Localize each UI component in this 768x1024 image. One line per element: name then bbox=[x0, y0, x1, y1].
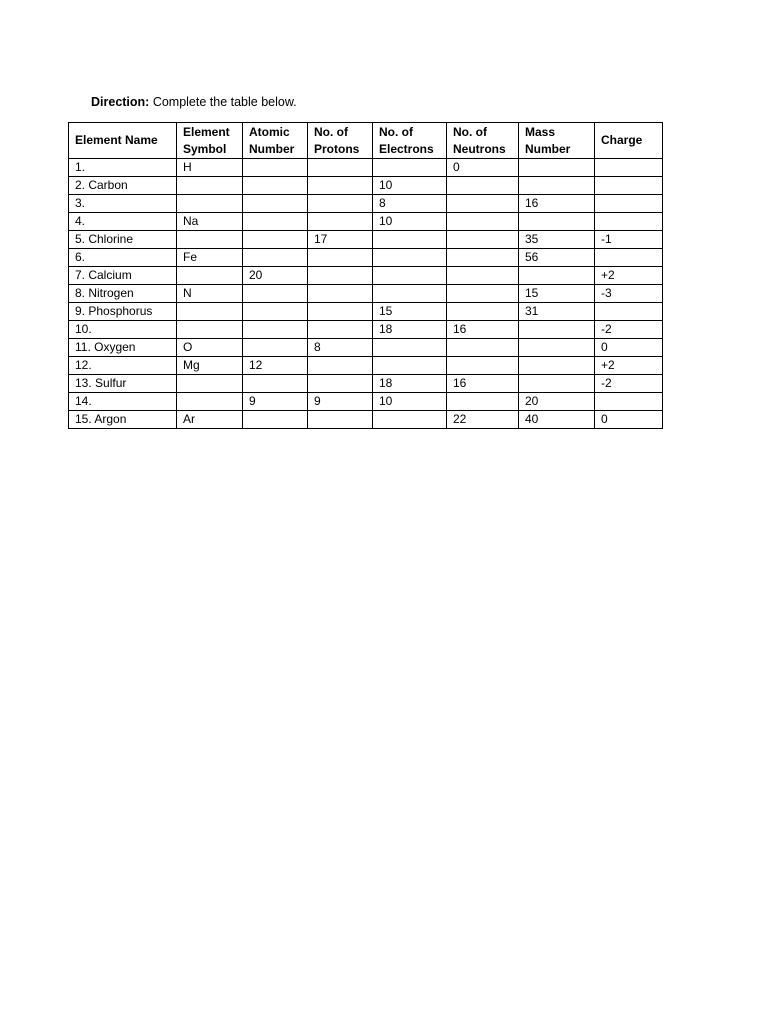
cell-neutrons[interactable]: 0 bbox=[447, 159, 519, 177]
cell-neutrons[interactable] bbox=[447, 267, 519, 285]
cell-neutrons[interactable] bbox=[447, 231, 519, 249]
cell-protons[interactable] bbox=[308, 213, 373, 231]
cell-charge[interactable] bbox=[595, 159, 663, 177]
cell-atomic-number[interactable]: 9 bbox=[243, 393, 308, 411]
cell-protons[interactable] bbox=[308, 177, 373, 195]
cell-element-name[interactable]: 14. bbox=[69, 393, 177, 411]
cell-electrons[interactable] bbox=[373, 249, 447, 267]
cell-element-name[interactable]: 3. bbox=[69, 195, 177, 213]
cell-protons[interactable]: 9 bbox=[308, 393, 373, 411]
cell-element-symbol[interactable] bbox=[177, 393, 243, 411]
table-row bbox=[69, 249, 663, 267]
cell-neutrons[interactable] bbox=[447, 213, 519, 231]
cell-atomic-number[interactable] bbox=[243, 213, 308, 231]
cell-charge[interactable] bbox=[595, 195, 663, 213]
table-row bbox=[69, 411, 663, 429]
cell-mass-number[interactable] bbox=[519, 267, 595, 285]
cell-element-symbol[interactable]: N bbox=[177, 285, 243, 303]
header-element-name: Element Name bbox=[69, 123, 177, 159]
cell-mass-number[interactable] bbox=[519, 177, 595, 195]
cell-electrons[interactable]: 18 bbox=[373, 321, 447, 339]
cell-atomic-number[interactable]: 12 bbox=[243, 357, 308, 375]
table-header-row bbox=[69, 123, 663, 159]
table-row bbox=[69, 195, 663, 213]
cell-element-symbol[interactable] bbox=[177, 321, 243, 339]
cell-atomic-number[interactable] bbox=[243, 177, 308, 195]
table-row bbox=[69, 267, 663, 285]
direction-text bbox=[91, 94, 297, 110]
header-charge: Charge bbox=[595, 123, 663, 159]
cell-element-name[interactable]: 5. Chlorine bbox=[69, 231, 177, 249]
cell-charge[interactable] bbox=[595, 303, 663, 321]
cell-neutrons[interactable] bbox=[447, 393, 519, 411]
cell-neutrons[interactable]: 22 bbox=[447, 411, 519, 429]
table-row bbox=[69, 213, 663, 231]
cell-element-name[interactable]: 11. Oxygen bbox=[69, 339, 177, 357]
cell-charge[interactable] bbox=[595, 177, 663, 195]
cell-mass-number[interactable]: 35 bbox=[519, 231, 595, 249]
cell-mass-number[interactable]: 40 bbox=[519, 411, 595, 429]
cell-element-symbol[interactable] bbox=[177, 375, 243, 393]
cell-element-symbol[interactable]: H bbox=[177, 159, 243, 177]
cell-protons[interactable] bbox=[308, 267, 373, 285]
table-row bbox=[69, 357, 663, 375]
cell-neutrons[interactable] bbox=[447, 195, 519, 213]
cell-mass-number[interactable] bbox=[519, 213, 595, 231]
cell-electrons[interactable] bbox=[373, 339, 447, 357]
cell-mass-number[interactable] bbox=[519, 357, 595, 375]
cell-charge[interactable] bbox=[595, 393, 663, 411]
cell-protons[interactable] bbox=[308, 303, 373, 321]
cell-atomic-number[interactable] bbox=[243, 285, 308, 303]
atomic-structure-table bbox=[68, 122, 663, 429]
direction-instruction: Complete the table below. bbox=[149, 95, 297, 109]
cell-element-symbol[interactable] bbox=[177, 231, 243, 249]
cell-atomic-number[interactable] bbox=[243, 249, 308, 267]
cell-electrons[interactable] bbox=[373, 267, 447, 285]
cell-element-name[interactable]: 15. Argon bbox=[69, 411, 177, 429]
cell-electrons[interactable] bbox=[373, 285, 447, 303]
cell-charge[interactable]: -3 bbox=[595, 285, 663, 303]
table-body bbox=[69, 159, 663, 429]
header-mass-number: Mass Number bbox=[519, 123, 595, 159]
cell-mass-number[interactable]: 15 bbox=[519, 285, 595, 303]
cell-protons[interactable] bbox=[308, 159, 373, 177]
cell-element-name[interactable]: 4. bbox=[69, 213, 177, 231]
cell-electrons[interactable] bbox=[373, 159, 447, 177]
cell-element-symbol[interactable] bbox=[177, 195, 243, 213]
cell-element-symbol[interactable]: Ar bbox=[177, 411, 243, 429]
cell-element-name[interactable]: 7. Calcium bbox=[69, 267, 177, 285]
cell-charge[interactable]: -1 bbox=[595, 231, 663, 249]
cell-neutrons[interactable] bbox=[447, 177, 519, 195]
cell-atomic-number[interactable] bbox=[243, 231, 308, 249]
direction-label: Direction: bbox=[91, 95, 150, 109]
cell-protons[interactable] bbox=[308, 411, 373, 429]
cell-mass-number[interactable]: 31 bbox=[519, 303, 595, 321]
cell-element-symbol[interactable]: O bbox=[177, 339, 243, 357]
cell-atomic-number[interactable] bbox=[243, 303, 308, 321]
cell-atomic-number[interactable] bbox=[243, 195, 308, 213]
cell-element-name[interactable]: 9. Phosphorus bbox=[69, 303, 177, 321]
cell-atomic-number[interactable] bbox=[243, 375, 308, 393]
cell-neutrons[interactable] bbox=[447, 249, 519, 267]
table-row bbox=[69, 375, 663, 393]
cell-charge[interactable] bbox=[595, 213, 663, 231]
cell-atomic-number[interactable] bbox=[243, 321, 308, 339]
cell-element-symbol[interactable]: Na bbox=[177, 213, 243, 231]
cell-electrons[interactable] bbox=[373, 357, 447, 375]
cell-mass-number[interactable] bbox=[519, 159, 595, 177]
cell-neutrons[interactable] bbox=[447, 357, 519, 375]
cell-element-symbol[interactable]: Mg bbox=[177, 357, 243, 375]
cell-element-name[interactable]: 10. bbox=[69, 321, 177, 339]
cell-atomic-number[interactable] bbox=[243, 159, 308, 177]
table-row bbox=[69, 177, 663, 195]
cell-neutrons[interactable]: 16 bbox=[447, 375, 519, 393]
cell-protons[interactable]: 8 bbox=[308, 339, 373, 357]
cell-charge[interactable]: +2 bbox=[595, 267, 663, 285]
cell-element-symbol[interactable] bbox=[177, 177, 243, 195]
cell-element-name[interactable]: 8. Nitrogen bbox=[69, 285, 177, 303]
table-row bbox=[69, 159, 663, 177]
cell-neutrons[interactable] bbox=[447, 303, 519, 321]
header-element-symbol: Element Symbol bbox=[177, 123, 243, 159]
cell-electrons[interactable]: 18 bbox=[373, 375, 447, 393]
cell-electrons[interactable]: 10 bbox=[373, 177, 447, 195]
cell-atomic-number[interactable]: 20 bbox=[243, 267, 308, 285]
cell-protons[interactable] bbox=[308, 285, 373, 303]
cell-charge[interactable]: +2 bbox=[595, 357, 663, 375]
cell-neutrons[interactable] bbox=[447, 285, 519, 303]
cell-mass-number[interactable] bbox=[519, 375, 595, 393]
cell-electrons[interactable] bbox=[373, 411, 447, 429]
cell-protons[interactable] bbox=[308, 195, 373, 213]
cell-protons[interactable] bbox=[308, 375, 373, 393]
cell-element-symbol[interactable] bbox=[177, 267, 243, 285]
cell-mass-number[interactable] bbox=[519, 339, 595, 357]
cell-element-name[interactable]: 2. Carbon bbox=[69, 177, 177, 195]
cell-protons[interactable] bbox=[308, 249, 373, 267]
cell-atomic-number[interactable] bbox=[243, 339, 308, 357]
cell-mass-number[interactable]: 16 bbox=[519, 195, 595, 213]
cell-electrons[interactable]: 15 bbox=[373, 303, 447, 321]
cell-charge[interactable]: -2 bbox=[595, 375, 663, 393]
header-electrons: No. of Electrons bbox=[373, 123, 447, 159]
table-row bbox=[69, 303, 663, 321]
cell-mass-number[interactable]: 56 bbox=[519, 249, 595, 267]
cell-charge[interactable]: 0 bbox=[595, 339, 663, 357]
cell-atomic-number[interactable] bbox=[243, 411, 308, 429]
table-row bbox=[69, 339, 663, 357]
cell-electrons[interactable]: 10 bbox=[373, 213, 447, 231]
cell-charge[interactable]: -2 bbox=[595, 321, 663, 339]
header-protons: No. of Protons bbox=[308, 123, 373, 159]
cell-electrons[interactable]: 8 bbox=[373, 195, 447, 213]
cell-charge[interactable] bbox=[595, 249, 663, 267]
cell-element-name[interactable]: 1. bbox=[69, 159, 177, 177]
cell-charge[interactable]: 0 bbox=[595, 411, 663, 429]
cell-mass-number[interactable] bbox=[519, 321, 595, 339]
table-row bbox=[69, 393, 663, 411]
cell-element-name[interactable]: 6. bbox=[69, 249, 177, 267]
table-row bbox=[69, 285, 663, 303]
cell-element-symbol[interactable]: Fe bbox=[177, 249, 243, 267]
table-row bbox=[69, 231, 663, 249]
header-neutrons: No. of Neutrons bbox=[447, 123, 519, 159]
cell-element-name[interactable]: 13. Sulfur bbox=[69, 375, 177, 393]
cell-element-symbol[interactable] bbox=[177, 303, 243, 321]
cell-protons[interactable] bbox=[308, 357, 373, 375]
cell-protons[interactable]: 17 bbox=[308, 231, 373, 249]
cell-neutrons[interactable]: 16 bbox=[447, 321, 519, 339]
cell-electrons[interactable]: 10 bbox=[373, 393, 447, 411]
cell-protons[interactable] bbox=[308, 321, 373, 339]
cell-element-name[interactable]: 12. bbox=[69, 357, 177, 375]
cell-mass-number[interactable]: 20 bbox=[519, 393, 595, 411]
cell-neutrons[interactable] bbox=[447, 339, 519, 357]
cell-electrons[interactable] bbox=[373, 231, 447, 249]
header-atomic-number: Atomic Number bbox=[243, 123, 308, 159]
table-row bbox=[69, 321, 663, 339]
